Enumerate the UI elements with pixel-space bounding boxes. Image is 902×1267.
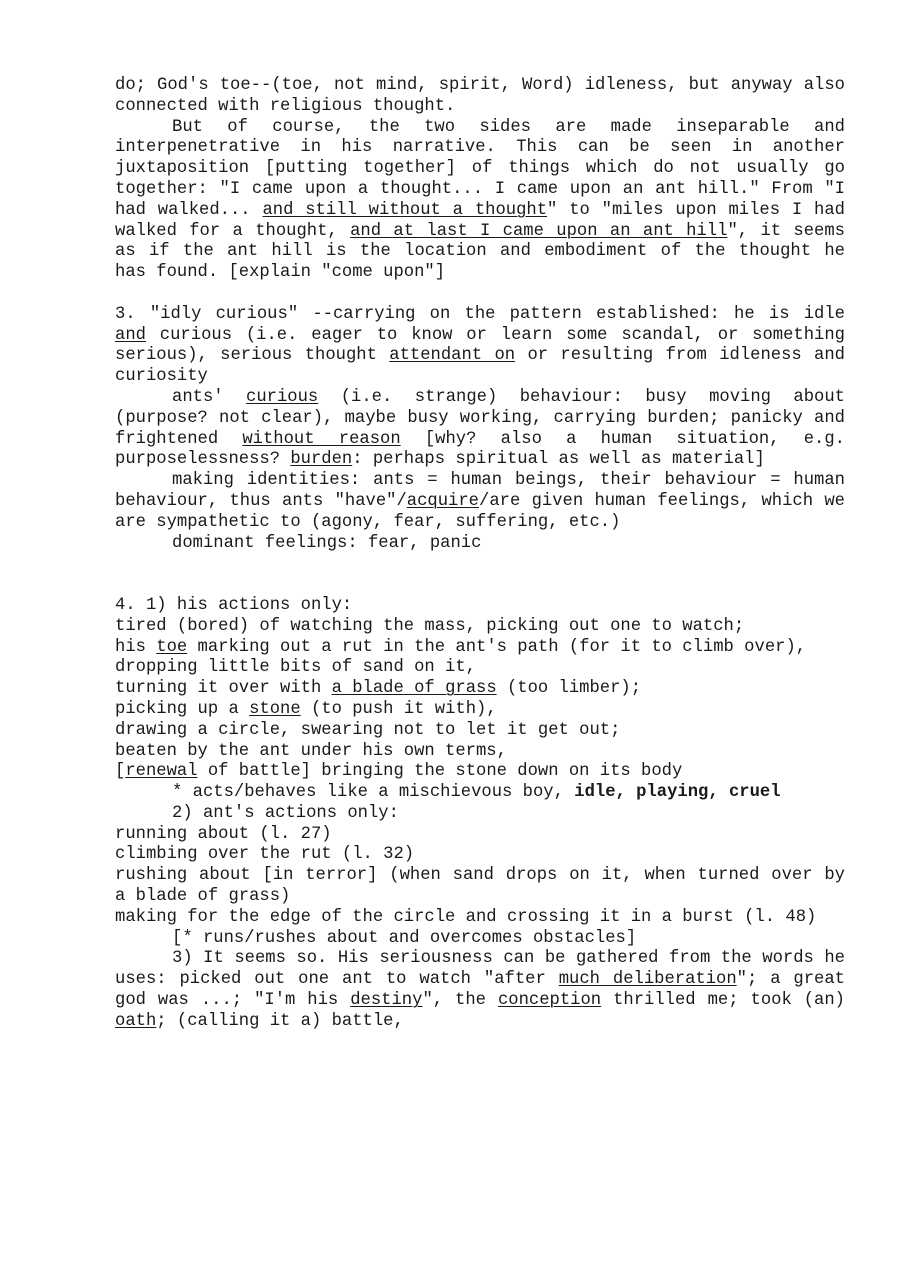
underlined-phrase: and at last I came upon an ant hill bbox=[350, 221, 728, 241]
list-line: running about (l. 27) bbox=[115, 824, 332, 844]
subsection-2-heading: 2) ant's actions only: bbox=[172, 803, 399, 823]
list-line: climbing over the rut (l. 32) bbox=[115, 845, 415, 865]
summary-note: [* runs/rushes about and overcomes obstacles] bbox=[172, 928, 637, 948]
spacer bbox=[115, 554, 845, 596]
text-run: /are given human feelings, which we are sympathetic to (agony, fear, suffering, etc.) bbox=[115, 491, 845, 532]
text-run: : perhaps spiritual as well as material] bbox=[352, 450, 765, 470]
underlined-phrase: toe bbox=[156, 637, 188, 657]
text-run: "; a great god was ...; "I'm his bbox=[115, 970, 845, 1011]
underlined-phrase: a blade of grass bbox=[331, 679, 497, 699]
text-run: " to "miles upon miles I had walked for a thought, bbox=[115, 200, 845, 241]
underlined-phrase: renewal bbox=[125, 762, 198, 782]
underlined-phrase: destiny bbox=[350, 991, 423, 1011]
section-4-heading: 4. 1) his actions only: bbox=[115, 595, 353, 615]
text-run: (too limber); bbox=[496, 679, 642, 699]
text-run: or resulting from idleness and curiosity bbox=[115, 346, 845, 387]
list-line: drawing a circle, swearing not to let it get out; bbox=[115, 720, 621, 740]
list-line bbox=[115, 700, 845, 721]
text-run: picking up a bbox=[115, 699, 250, 719]
list-line: dropping little bits of sand on it, bbox=[115, 658, 476, 678]
summary-note bbox=[115, 783, 845, 804]
list-line bbox=[115, 679, 845, 700]
document-body bbox=[115, 76, 845, 1033]
paragraph-ants-behaviour bbox=[115, 388, 845, 471]
text-run: ; (calling it a) battle, bbox=[156, 1011, 404, 1031]
underlined-phrase: acquire bbox=[406, 491, 479, 511]
text-run: ", it seems as if the ant hill is the location and embodiment of the thought he has found. [explain "come upon"] bbox=[115, 221, 845, 283]
underlined-phrase: and still without a thought bbox=[262, 200, 548, 220]
underlined-phrase: burden bbox=[290, 450, 353, 470]
text-run: ", the bbox=[422, 991, 498, 1011]
text-run: of battle] bringing the stone down on its body bbox=[197, 762, 683, 782]
text-run: thrilled me; took (an) bbox=[601, 991, 845, 1011]
text-run: dominant feelings: fear, panic bbox=[172, 533, 482, 553]
list-line: rushing about [in terror] (when sand drops on it, when turned over by a blade of grass) bbox=[115, 866, 845, 907]
list-line: tired (bored) of watching the mass, picking out one to watch; bbox=[115, 616, 745, 636]
underlined-phrase: and bbox=[115, 325, 146, 345]
underlined-phrase: stone bbox=[249, 699, 301, 719]
text-run: * acts/behaves like a mischievous boy, bbox=[172, 783, 575, 803]
subsection-3-paragraph bbox=[115, 949, 845, 1032]
text-run: ants' bbox=[172, 387, 247, 407]
text-run: marking out a rut in the ant's path (for it to climb over), bbox=[187, 637, 807, 657]
text-run: making identities: ants = human beings, their behaviour = human behaviour, thus ants "have"/ bbox=[115, 471, 845, 511]
text-run: [why? also a human situation, e.g. purposelessness? bbox=[115, 429, 845, 470]
text-run: (i.e. strange) behaviour: busy moving about (purpose? not clear), maybe busy working, carrying burden; panicky and frightened bbox=[115, 387, 845, 449]
text-run: his bbox=[115, 637, 157, 657]
paragraph-idleness-religious bbox=[115, 76, 845, 118]
paragraph-juxtaposition bbox=[115, 118, 845, 284]
paragraph-dominant-feelings bbox=[115, 534, 845, 555]
list-line: making for the edge of the circle and crossing it in a burst (l. 48) bbox=[115, 907, 817, 927]
text-run: (to push it with), bbox=[300, 699, 497, 719]
underlined-phrase: much deliberation bbox=[558, 970, 737, 990]
text-run: curious (i.e. eager to know or learn some scandal, or something serious), serious thought bbox=[115, 325, 845, 366]
underlined-phrase: without reason bbox=[242, 429, 401, 449]
paragraph-idly-curious bbox=[115, 305, 845, 388]
text-run: But of course, the two sides are made inseparable and interpenetrative in his narrative. This can be seen in another juxtaposition [putting together] of things which do not usually go together: "I came upon a thought... I came upon an ant hill." From "I had walked... bbox=[115, 117, 845, 220]
list-line: beaten by the ant under his own terms, bbox=[115, 741, 507, 761]
text-run: 3. "idly curious" --carrying on the pattern established: he is idle bbox=[115, 304, 845, 324]
underlined-phrase: conception bbox=[497, 991, 602, 1011]
underlined-phrase: curious bbox=[246, 387, 319, 407]
list-line bbox=[115, 638, 845, 659]
paragraph-making-identities bbox=[115, 471, 845, 533]
text-run: do; God's toe--(toe, not mind, spirit, Word) idleness, but anyway also connected with religious thought. bbox=[115, 76, 845, 116]
list-line bbox=[115, 762, 845, 783]
bold-phrase: idle, playing, cruel bbox=[574, 783, 781, 803]
underlined-phrase: attendant on bbox=[389, 346, 516, 366]
text-run: turning it over with bbox=[115, 679, 332, 699]
text-run: 3) It seems so. His seriousness can be gathered from the words he uses: picked out one ant to watch "after bbox=[115, 949, 845, 990]
spacer bbox=[115, 284, 845, 305]
text-run: [ bbox=[115, 762, 126, 782]
underlined-phrase: oath bbox=[115, 1011, 157, 1031]
